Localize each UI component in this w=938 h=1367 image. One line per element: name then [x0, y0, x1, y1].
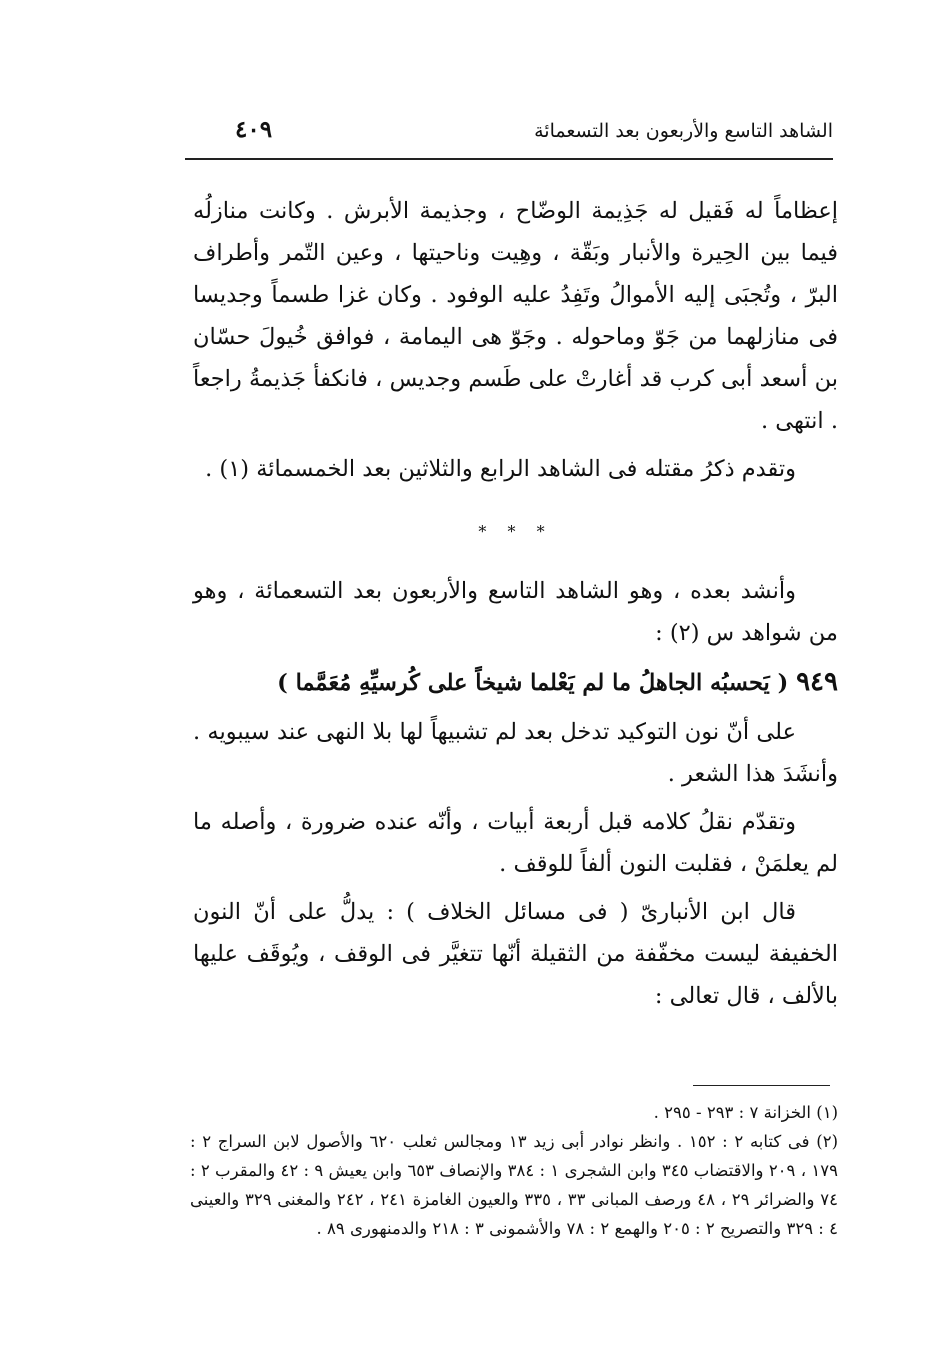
header-rule: [185, 158, 833, 160]
footnotes: [190, 1098, 838, 1243]
paragraph-cross-reference: وتقدم ذكرُ مقتله فى الشاهد الرابع والثلاثين بعد الخمسمائة (١) .: [205, 456, 796, 482]
footnote-rule: [693, 1085, 830, 1086]
paragraph-witness-intro: وأنشد بعده ، وهو الشاهد التاسع والأربعون بعد التسعمائة ، وهو من شواهد س (٢) :: [193, 578, 838, 646]
footnote-1: (١) الخزانة ٧ : ٢٩٣ - ٢٩٥ .: [653, 1103, 838, 1122]
verse-text: ( يَحسبُه الجاهلُ ما لم يَعْلما شيخاً على كُرسيِّهِ مُعَمَّما ): [277, 670, 789, 696]
main-text: [193, 190, 838, 1017]
verse-number: ٩٤٩: [796, 667, 838, 697]
verse-line: [193, 660, 838, 705]
page-number: ٤٠٩: [235, 116, 273, 143]
paragraph-jadhima: إعظاماً له فَقيل له جَذِيمة الوضّاح ، وجذيمة الأبرش . وكانت منازلُه فيما بين الحِيرة والأنبار وبَقّة ، وهِيت وناحيتها ، وعين التّمر وأطراف البرّ ، وتُجبَى إليه الأموالُ وتَفِدُ عليه الوفود . وكان غزا طسماً وجديسا فى منازلهما من جَوّ وماحوله . وجَوّ هى اليمامة ، فوافق خُيولَ حسّان بن أسعد أبى كرب قد أغارتْ على طَسم وجديس ، فانكفأ جَذيمةُ راجعاً . انتهى .: [193, 198, 838, 434]
paragraph-ibn-al-anbari: قال ابن الأنبارىّ ( فى مسائل الخلاف ) : يدلُّ على أنّ النون الخفيفة ليست مخفّفة من الثقيلة أنّها تتغيَّر فى الوقف ، ويُوقَف عليها بالألف ، قال تعالى :: [193, 899, 838, 1009]
page-header: [185, 112, 833, 152]
footnote-2: (٢) فى كتابه ٢ : ١٥٢ . وانظر نوادر أبى زيد ١٣ ومجالس ثعلب ٦٢٠ والأصول لابن السراج ٢ : ١٧٩ ، ٢٠٩ والاقتضاب ٣٤٥ وابن الشجرى ١ : ٣٨٤ والإنصاف ٦٥٣ وابن يعيش ٩ : ٤٢ والمقرب ٢ : ٧٤ والضرائر ٢٩ ، ٤٨ ورصف المبانى ٣٣ ، ٣٣٥ والعيون الغامزة ٢٤١ ، ٢٤٢ والمغنى ٣٢٩ والعينى ٤ : ٣٢٩ والتصريح ٢ : ٢٠٥ والهمع ٢ : ٧٨ والأشمونى ٣ : ٢١٨ والدمنهورى ٨٩ .: [190, 1132, 838, 1238]
section-separator: * * *: [478, 522, 553, 541]
paragraph-nun-tawkid: على أنّ نون التوكيد تدخل بعد لم تشبيهاً لها بلا النهى عند سيبويه . وأنشَدَ هذا الشعر .: [193, 719, 838, 787]
running-title: الشاهد التاسع والأربعون بعد التسعمائة: [534, 120, 833, 142]
paragraph-darura: وتقدّم نقلُ كلامه قبل أربعة أبيات ، وأنّه عنده ضرورة ، وأصله ما لم يعلمَنْ ، فقلبت النون ألفاً للوقف .: [193, 809, 838, 877]
